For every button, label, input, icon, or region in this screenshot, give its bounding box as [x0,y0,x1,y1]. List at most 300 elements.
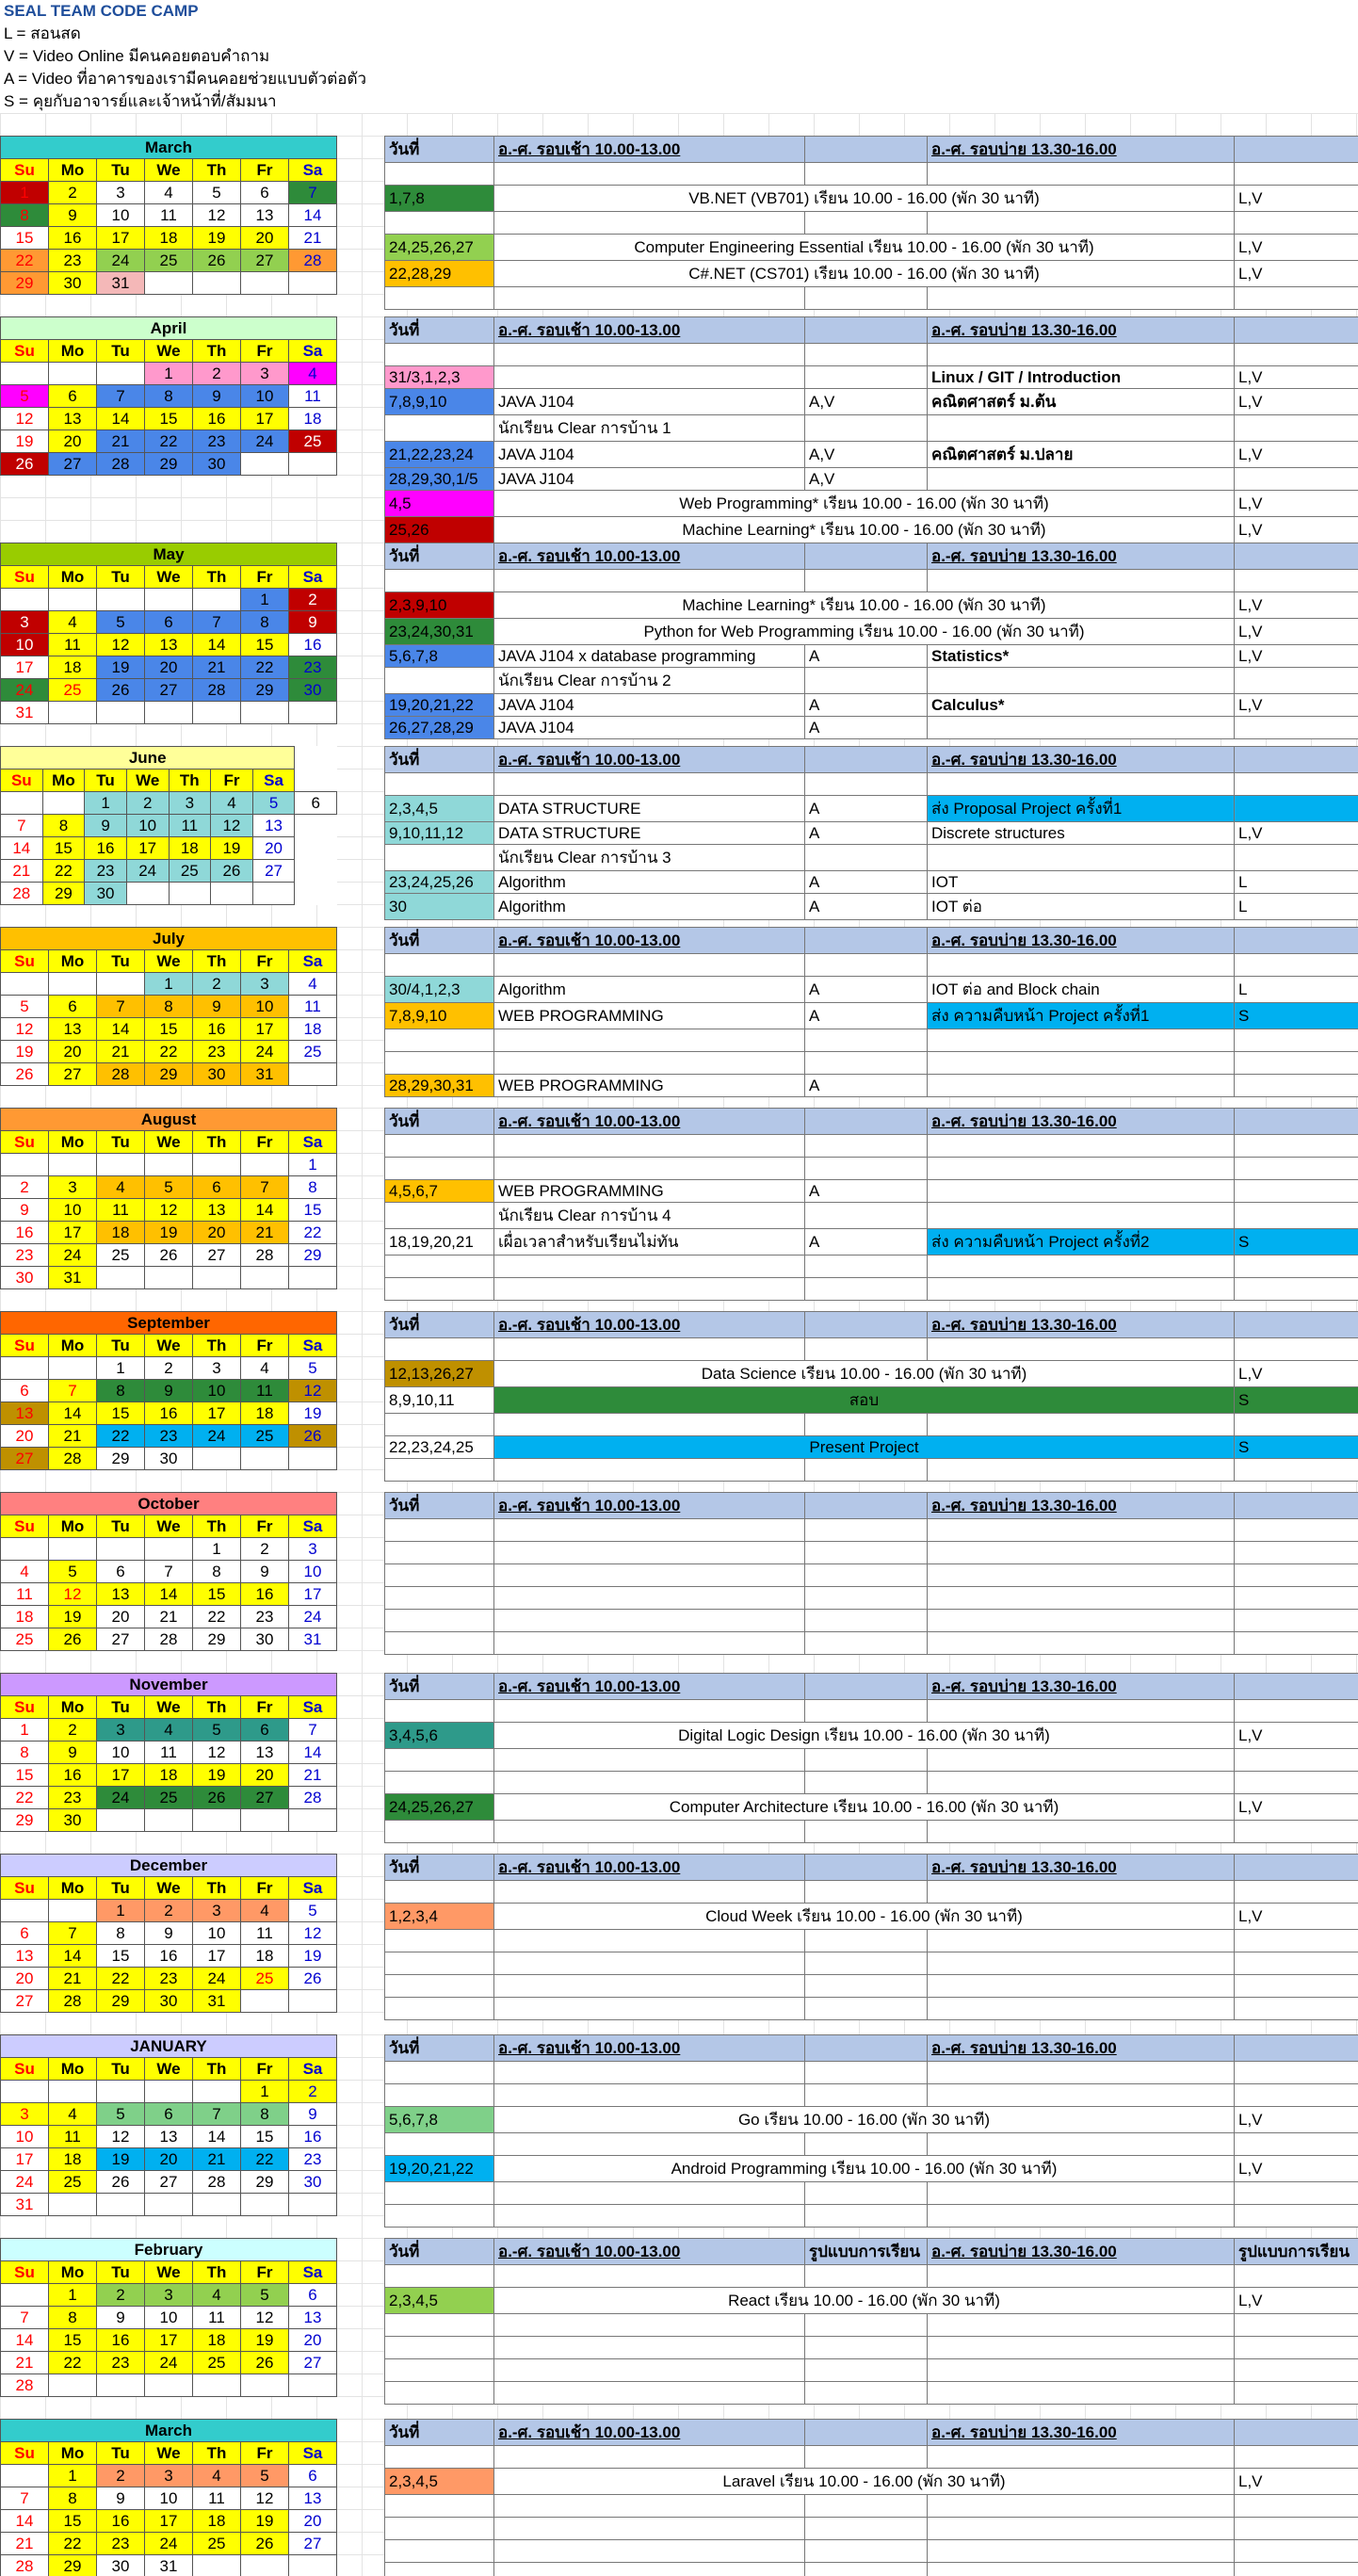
day-cell[interactable]: 26 [49,1628,97,1651]
day-cell[interactable]: 27 [1,1448,49,1470]
day-cell[interactable]: 9 [49,1742,97,1764]
morning-format-cell[interactable]: A [805,796,928,822]
day-cell[interactable] [97,1267,145,1289]
format-cell[interactable]: S [1235,1003,1358,1029]
empty-cell[interactable] [494,163,805,186]
date-cell[interactable]: 19,20,21,22 [385,2156,494,2182]
day-cell[interactable] [97,589,145,611]
empty-cell[interactable] [494,1158,805,1180]
empty-cell[interactable] [494,1414,805,1436]
empty-cell[interactable] [805,1749,928,1772]
empty-cell[interactable] [385,1821,494,1843]
empty-cell[interactable] [928,1459,1235,1482]
day-cell[interactable]: 17 [97,227,145,250]
day-cell[interactable]: 2 [97,2465,145,2487]
day-cell[interactable]: 18 [169,837,211,860]
afternoon-course-cell[interactable]: Discrete structures [928,822,1235,845]
day-cell[interactable] [211,883,253,905]
empty-cell[interactable] [805,344,928,366]
day-cell[interactable] [193,1809,241,1832]
day-cell[interactable]: 19 [97,656,145,679]
day-cell[interactable]: 13 [145,2126,193,2148]
day-cell[interactable]: 12 [1,408,49,430]
day-cell[interactable]: 4 [289,363,337,385]
afternoon-course-cell[interactable] [928,1203,1235,1229]
day-cell[interactable] [1,2284,49,2307]
day-cell[interactable]: 7 [97,996,145,1018]
day-cell[interactable]: 4 [145,182,193,204]
date-cell[interactable]: 1,7,8 [385,186,494,212]
day-cell[interactable]: 26 [211,860,253,883]
date-cell[interactable]: 4,5,6,7 [385,1180,494,1203]
format-cell[interactable]: S [1235,1436,1358,1459]
day-cell[interactable]: 20 [1,1425,49,1448]
morning-course-cell[interactable]: Algorithm [494,977,805,1003]
day-cell[interactable]: 30 [145,1448,193,1470]
day-cell[interactable]: 11 [241,1922,289,1945]
empty-cell[interactable] [805,1542,928,1564]
day-cell[interactable]: 6 [49,385,97,408]
course-cell[interactable]: Cloud Week เรียน 10.00 - 16.00 (พัก 30 นาที) [494,1904,1235,1930]
date-cell[interactable] [385,1749,494,1772]
day-cell[interactable]: 26 [1,453,49,476]
day-cell[interactable]: 22 [1,1787,49,1809]
day-cell[interactable]: 20 [145,2148,193,2171]
day-cell[interactable]: 11 [97,1199,145,1222]
day-cell[interactable] [97,973,145,996]
day-cell[interactable]: 12 [49,1583,97,1606]
empty-cell[interactable] [805,2359,928,2382]
day-cell[interactable]: 10 [1,2126,49,2148]
empty-cell[interactable] [1235,1338,1358,1361]
empty-cell[interactable] [494,1029,805,1052]
afternoon-course-cell[interactable]: ส่ง ความคืบหน้า Project ครั้งที่2 [928,1229,1235,1256]
empty-cell[interactable] [494,2382,805,2405]
date-cell[interactable] [385,845,494,871]
day-cell[interactable]: 24 [49,1244,97,1267]
afternoon-course-cell[interactable] [928,845,1235,871]
empty-cell[interactable] [805,1414,928,1436]
day-cell[interactable]: 31 [289,1628,337,1651]
morning-course-cell[interactable]: นักเรียน Clear การบ้าน 2 [494,668,805,694]
empty-cell[interactable] [1235,344,1358,366]
date-cell[interactable]: 21,22,23,24 [385,442,494,468]
afternoon-course-cell[interactable]: คณิตศาสตร์ ม.ต้น [928,389,1235,415]
day-cell[interactable]: 9 [145,1380,193,1402]
day-cell[interactable]: 13 [193,1199,241,1222]
format-cell[interactable]: L,V [1235,2107,1358,2133]
day-cell[interactable] [42,792,85,815]
format-cell[interactable]: L,V [1235,619,1358,645]
empty-cell[interactable] [494,1881,805,1904]
day-cell[interactable]: 19 [193,1764,241,1787]
empty-cell[interactable] [1235,2314,1358,2337]
day-cell[interactable]: 13 [1,1945,49,1968]
day-cell[interactable]: 11 [1,1583,49,1606]
day-cell[interactable]: 30 [193,1063,241,1086]
day-cell[interactable] [252,883,295,905]
empty-cell[interactable] [928,2446,1235,2469]
empty-cell[interactable] [385,2265,494,2288]
day-cell[interactable]: 17 [193,1402,241,1425]
day-cell[interactable] [241,2555,289,2576]
morning-course-cell[interactable]: WEB PROGRAMMING [494,1003,805,1029]
course-cell[interactable]: Go เรียน 10.00 - 16.00 (พัก 30 นาที) [494,2107,1235,2133]
empty-cell[interactable] [1235,1998,1358,2020]
day-cell[interactable]: 12 [193,204,241,227]
day-cell[interactable]: 29 [97,1448,145,1470]
morning-course-cell[interactable]: นักเรียน Clear การบ้าน 4 [494,1203,805,1229]
day-cell[interactable]: 5 [145,1176,193,1199]
format-cell[interactable]: L,V [1235,491,1358,517]
day-cell[interactable]: 7 [145,1561,193,1583]
empty-cell[interactable] [805,2382,928,2405]
course-cell[interactable]: C#.NET (CS701) เรียน 10.00 - 16.00 (พัก 30 นาที) [494,261,1235,287]
date-cell[interactable]: 24,25,26,27 [385,235,494,261]
morning-course-cell[interactable]: JAVA J104 [494,717,805,739]
day-cell[interactable]: 2 [126,792,169,815]
empty-cell[interactable] [494,2265,805,2288]
day-cell[interactable] [126,883,169,905]
format-cell[interactable] [1235,468,1358,491]
empty-cell[interactable] [805,1158,928,1180]
course-cell[interactable]: Python for Web Programming เรียน 10.00 - 16.00 (พัก 30 นาที) [494,619,1235,645]
day-cell[interactable]: 3 [169,792,211,815]
empty-cell[interactable] [494,2182,805,2205]
format-cell[interactable]: L,V [1235,366,1358,389]
day-cell[interactable]: 14 [49,1402,97,1425]
day-cell[interactable]: 27 [289,2533,337,2555]
day-cell[interactable] [1,2465,49,2487]
day-cell[interactable]: 3 [193,1357,241,1380]
day-cell[interactable]: 30 [1,1267,49,1289]
day-cell[interactable]: 18 [1,1606,49,1628]
day-cell[interactable] [49,1154,97,1176]
day-cell[interactable]: 23 [193,1041,241,1063]
empty-cell[interactable] [385,287,494,310]
format-cell[interactable]: L,V [1235,389,1358,415]
day-cell[interactable]: 24 [1,2171,49,2194]
format-cell[interactable]: L,V [1235,645,1358,668]
day-cell[interactable] [193,2194,241,2216]
empty-cell[interactable] [805,954,928,977]
day-cell[interactable]: 20 [49,430,97,453]
day-cell[interactable]: 22 [145,430,193,453]
empty-cell[interactable] [805,1881,928,1904]
day-cell[interactable] [49,589,97,611]
empty-cell[interactable] [1235,1459,1358,1482]
afternoon-course-cell[interactable] [928,468,1235,491]
day-cell[interactable]: 17 [289,1583,337,1606]
empty-cell[interactable] [385,2205,494,2228]
morning-course-cell[interactable]: JAVA J104 [494,468,805,491]
day-cell[interactable]: 19 [241,2510,289,2533]
day-cell[interactable] [97,1538,145,1561]
day-cell[interactable]: 18 [193,2510,241,2533]
day-cell[interactable]: 21 [1,2533,49,2555]
day-cell[interactable]: 12 [97,634,145,656]
day-cell[interactable] [289,1990,337,2013]
empty-cell[interactable] [385,1700,494,1723]
day-cell[interactable]: 31 [1,2194,49,2216]
day-cell[interactable]: 14 [1,837,43,860]
empty-cell[interactable] [805,1519,928,1542]
date-cell[interactable] [385,1158,494,1180]
day-cell[interactable]: 11 [289,996,337,1018]
day-cell[interactable]: 14 [241,1199,289,1222]
day-cell[interactable] [289,2194,337,2216]
day-cell[interactable]: 25 [241,1968,289,1990]
day-cell[interactable]: 20 [289,2329,337,2352]
empty-cell[interactable] [805,1029,928,1052]
day-cell[interactable]: 6 [97,1561,145,1583]
day-cell[interactable]: 4 [211,792,253,815]
day-cell[interactable]: 23 [193,430,241,453]
empty-cell[interactable] [928,2084,1235,2107]
afternoon-course-cell[interactable]: Calculus* [928,694,1235,717]
empty-cell[interactable] [1235,2495,1358,2518]
day-cell[interactable] [97,2374,145,2397]
format-cell[interactable]: L,V [1235,1361,1358,1387]
day-cell[interactable]: 10 [49,1199,97,1222]
day-cell[interactable]: 8 [1,1742,49,1764]
day-cell[interactable]: 7 [49,1922,97,1945]
day-cell[interactable]: 6 [145,611,193,634]
day-cell[interactable]: 13 [1,1402,49,1425]
course-cell[interactable]: Android Programming เรียน 10.00 - 16.00 (พัก 30 นาที) [494,2156,1235,2182]
day-cell[interactable]: 12 [145,1199,193,1222]
empty-cell[interactable] [385,1881,494,1904]
day-cell[interactable]: 8 [97,1380,145,1402]
day-cell[interactable] [145,589,193,611]
format-cell[interactable] [1235,845,1358,871]
empty-cell[interactable] [494,2495,805,2518]
day-cell[interactable]: 1 [1,182,49,204]
empty-cell[interactable] [805,1587,928,1610]
empty-cell[interactable] [805,2518,928,2540]
day-cell[interactable]: 14 [289,204,337,227]
day-cell[interactable]: 1 [97,1357,145,1380]
day-cell[interactable] [1,2081,49,2103]
day-cell[interactable]: 30 [241,1628,289,1651]
day-cell[interactable]: 12 [289,1380,337,1402]
day-cell[interactable]: 7 [193,2103,241,2126]
empty-cell[interactable] [385,2495,494,2518]
empty-cell[interactable] [928,2563,1235,2576]
morning-course-cell[interactable]: Algorithm [494,871,805,894]
day-cell[interactable]: 28 [97,453,145,476]
empty-cell[interactable] [1235,163,1358,186]
day-cell[interactable]: 3 [97,1719,145,1742]
afternoon-course-cell[interactable]: Linux / GIT / Introduction [928,366,1235,389]
empty-cell[interactable] [494,1564,805,1587]
day-cell[interactable]: 14 [193,2126,241,2148]
day-cell[interactable]: 4 [241,1357,289,1380]
empty-cell[interactable] [494,2084,805,2107]
morning-format-cell[interactable]: A [805,871,928,894]
day-cell[interactable]: 18 [289,1018,337,1041]
day-cell[interactable]: 4 [241,1900,289,1922]
day-cell[interactable]: 11 [193,2487,241,2510]
date-cell[interactable] [385,1029,494,1052]
day-cell[interactable]: 24 [193,1968,241,1990]
date-cell[interactable] [385,1052,494,1075]
day-cell[interactable]: 16 [49,1764,97,1787]
day-cell[interactable]: 28 [1,883,43,905]
empty-cell[interactable] [385,570,494,592]
day-cell[interactable]: 25 [289,430,337,453]
empty-cell[interactable] [494,1772,805,1794]
day-cell[interactable]: 9 [85,815,127,837]
day-cell[interactable]: 17 [241,408,289,430]
day-cell[interactable]: 31 [241,1063,289,1086]
day-cell[interactable]: 31 [193,1990,241,2013]
empty-cell[interactable] [1235,2133,1358,2156]
empty-cell[interactable] [928,2314,1235,2337]
day-cell[interactable]: 16 [49,227,97,250]
empty-cell[interactable] [494,570,805,592]
day-cell[interactable]: 24 [241,1041,289,1063]
day-cell[interactable]: 1 [49,2465,97,2487]
day-cell[interactable]: 27 [145,679,193,702]
day-cell[interactable] [289,1063,337,1086]
day-cell[interactable]: 10 [241,996,289,1018]
format-cell[interactable]: L,V [1235,592,1358,619]
afternoon-course-cell[interactable] [928,1075,1235,1097]
day-cell[interactable] [289,453,337,476]
empty-cell[interactable] [1235,2265,1358,2288]
day-cell[interactable]: 24 [193,1425,241,1448]
day-cell[interactable]: 9 [193,996,241,1018]
day-cell[interactable]: 26 [241,2352,289,2374]
empty-cell[interactable] [385,1338,494,1361]
day-cell[interactable]: 29 [1,1809,49,1832]
empty-cell[interactable] [385,2359,494,2382]
empty-cell[interactable] [1235,2382,1358,2405]
format-cell[interactable]: L,V [1235,1904,1358,1930]
day-cell[interactable]: 19 [289,1945,337,1968]
empty-cell[interactable] [494,2563,805,2576]
day-cell[interactable]: 9 [289,611,337,634]
day-cell[interactable]: 28 [289,1787,337,1809]
empty-cell[interactable] [1235,1952,1358,1975]
course-cell[interactable]: สอบ [494,1387,1235,1414]
day-cell[interactable]: 8 [145,996,193,1018]
day-cell[interactable]: 16 [193,408,241,430]
format-cell[interactable]: L,V [1235,2469,1358,2495]
day-cell[interactable]: 8 [42,815,85,837]
day-cell[interactable]: 17 [97,1764,145,1787]
day-cell[interactable]: 12 [1,1018,49,1041]
day-cell[interactable]: 7 [289,182,337,204]
empty-cell[interactable] [385,2446,494,2469]
day-cell[interactable]: 2 [241,1538,289,1561]
date-cell[interactable]: 5,6,7,8 [385,2107,494,2133]
day-cell[interactable]: 24 [289,1606,337,1628]
day-cell[interactable]: 30 [49,272,97,295]
day-cell[interactable]: 18 [145,227,193,250]
empty-cell[interactable] [385,2062,494,2084]
day-cell[interactable]: 8 [1,204,49,227]
day-cell[interactable]: 28 [193,2171,241,2194]
date-cell[interactable]: 7,8,9,10 [385,1003,494,1029]
day-cell[interactable]: 6 [289,2465,337,2487]
afternoon-course-cell[interactable]: ส่ง ความคืบหน้า Project ครั้งที่1 [928,1003,1235,1029]
day-cell[interactable]: 23 [1,1244,49,1267]
day-cell[interactable]: 14 [49,1945,97,1968]
day-cell[interactable]: 31 [1,702,49,724]
course-cell[interactable]: Computer Engineering Essential เรียน 10.00 - 16.00 (พัก 30 นาที) [494,235,1235,261]
day-cell[interactable]: 25 [289,1041,337,1063]
day-cell[interactable]: 10 [145,2307,193,2329]
empty-cell[interactable] [1235,954,1358,977]
format-cell[interactable]: L,V [1235,186,1358,212]
format-cell[interactable] [1235,1180,1358,1203]
day-cell[interactable]: 5 [289,1900,337,1922]
day-cell[interactable] [241,1448,289,1470]
day-cell[interactable]: 21 [1,860,43,883]
day-cell[interactable]: 12 [241,2307,289,2329]
day-cell[interactable]: 4 [193,2465,241,2487]
morning-course-cell[interactable]: JAVA J104 [494,442,805,468]
day-cell[interactable]: 21 [1,2352,49,2374]
day-cell[interactable]: 25 [193,2352,241,2374]
day-cell[interactable]: 11 [49,2126,97,2148]
afternoon-course-cell[interactable]: ส่ง Proposal Project ครั้งที่1 [928,796,1235,822]
empty-cell[interactable] [1235,1519,1358,1542]
day-cell[interactable]: 25 [193,2533,241,2555]
empty-cell[interactable] [494,954,805,977]
empty-cell[interactable] [1235,1975,1358,1998]
empty-cell[interactable] [928,212,1235,235]
day-cell[interactable]: 30 [289,679,337,702]
day-cell[interactable]: 24 [97,250,145,272]
empty-cell[interactable] [805,1459,928,1482]
day-cell[interactable]: 22 [1,250,49,272]
day-cell[interactable]: 4 [1,1561,49,1583]
empty-cell[interactable] [494,1975,805,1998]
date-cell[interactable]: 31/3,1,2,3 [385,366,494,389]
empty-cell[interactable] [805,2205,928,2228]
morning-format-cell[interactable]: A,V [805,442,928,468]
day-cell[interactable]: 28 [49,1448,97,1470]
day-cell[interactable]: 28 [145,1628,193,1651]
day-cell[interactable]: 22 [49,2352,97,2374]
date-cell[interactable]: 28,29,30,1/5 [385,468,494,491]
empty-cell[interactable] [805,773,928,796]
empty-cell[interactable] [385,1952,494,1975]
empty-cell[interactable] [805,1975,928,1998]
day-cell[interactable]: 15 [1,1764,49,1787]
day-cell[interactable] [49,2081,97,2103]
date-cell[interactable] [385,1632,494,1655]
empty-cell[interactable] [928,1952,1235,1975]
day-cell[interactable]: 3 [49,1176,97,1199]
format-cell[interactable] [1235,668,1358,694]
day-cell[interactable]: 26 [145,1244,193,1267]
day-cell[interactable]: 19 [211,837,253,860]
empty-cell[interactable] [805,570,928,592]
day-cell[interactable] [289,1448,337,1470]
empty-cell[interactable] [385,1256,494,1278]
day-cell[interactable]: 12 [211,815,253,837]
day-cell[interactable] [145,1809,193,1832]
empty-cell[interactable] [805,2540,928,2563]
day-cell[interactable] [241,272,289,295]
empty-cell[interactable] [494,2337,805,2359]
day-cell[interactable]: 14 [193,634,241,656]
day-cell[interactable]: 2 [193,973,241,996]
